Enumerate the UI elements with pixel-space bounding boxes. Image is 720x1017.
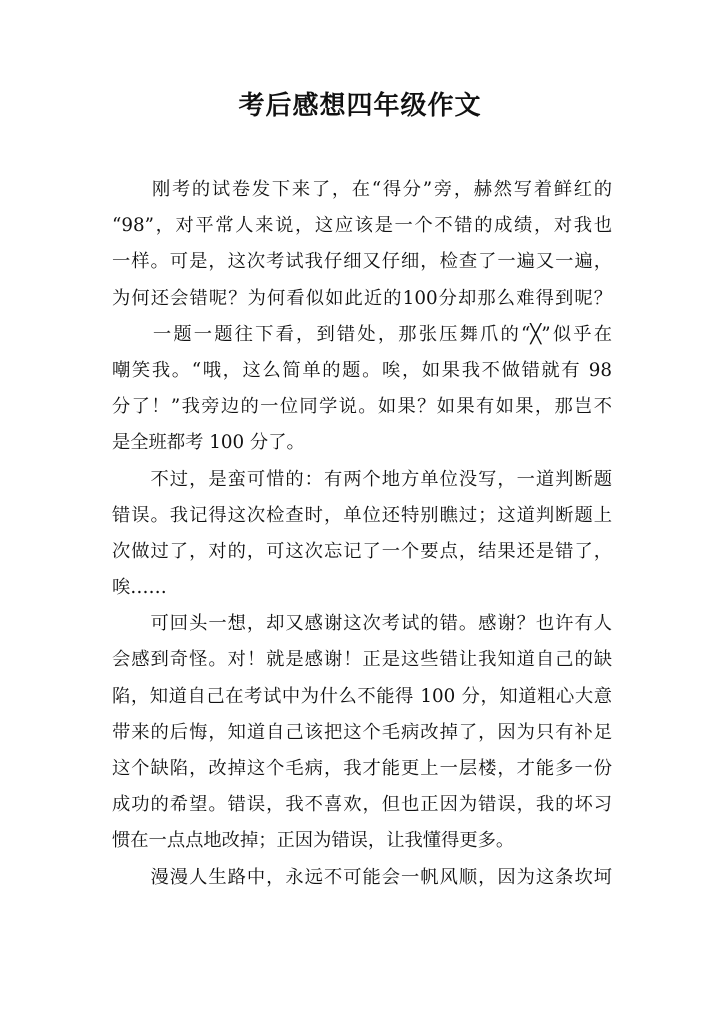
document-title: 考后感想四年级作文 xyxy=(238,91,482,121)
text-line: 错误。我记得这次检查时，单位还特别瞧过；这道判断题上 xyxy=(112,504,612,526)
text-line: 一样。可是，这次考试我仔细又仔细，检查了一遍又一遍， xyxy=(112,251,612,273)
text-line: 嘲笑我。“哦，这么简单的题。唉，如果我不做错就有 98 xyxy=(112,359,612,381)
text-line: 次做过了，对的，可这次忘记了一个要点，结果还是错了， xyxy=(112,540,612,562)
text-line: 唉…… xyxy=(112,577,167,599)
text-line: 陷，知道自己在考试中为什么不能得 100 分，知道粗心大意 xyxy=(112,685,612,707)
text-line: 惯在一点点地改掉；正因为错误，让我懂得更多。 xyxy=(112,830,515,852)
text-line: 分了！”我旁边的一位同学说。如果？如果有如果，那岂不 xyxy=(112,396,612,418)
text-line: 这个缺陷，改掉这个毛病，我才能更上一层楼，才能多一份 xyxy=(112,758,612,779)
text-line: 不过，是蛮可惜的：有两个地方单位没写，一道判断题 xyxy=(112,468,612,490)
text-line: 刚考的试卷发下来了，在“得分”旁，赫然写着鲜红的 xyxy=(112,179,612,200)
text-line: 漫漫人生路中，永远不可能会一帆风顺，因为这条坎坷 xyxy=(112,866,612,888)
essay-body xyxy=(112,172,612,896)
text-line: “98”，对平常人来说，这应该是一个不错的成绩，对我也 xyxy=(112,215,612,237)
text-line: 为何还会错呢？为何看似如此近的100分却那么难得到呢？ xyxy=(112,287,612,309)
text-line: 是全班都考 100 分了。 xyxy=(112,432,305,454)
text-line: 一题一题往下看，到错处，那张压舞爪的“╳”似乎在 xyxy=(112,323,612,345)
text-line: 成功的希望。错误，我不喜欢，但也正因为错误，我的坏习 xyxy=(112,794,612,816)
text-line: 带来的后悔，知道自己该把这个毛病改掉了，因为只有补足 xyxy=(112,721,612,743)
text-line: 可回头一想，却又感谢这次考试的错。感谢？也许有人 xyxy=(112,613,612,635)
text-line: 会感到奇怪。对！就是感谢！正是这些错让我知道自己的缺 xyxy=(112,649,612,671)
